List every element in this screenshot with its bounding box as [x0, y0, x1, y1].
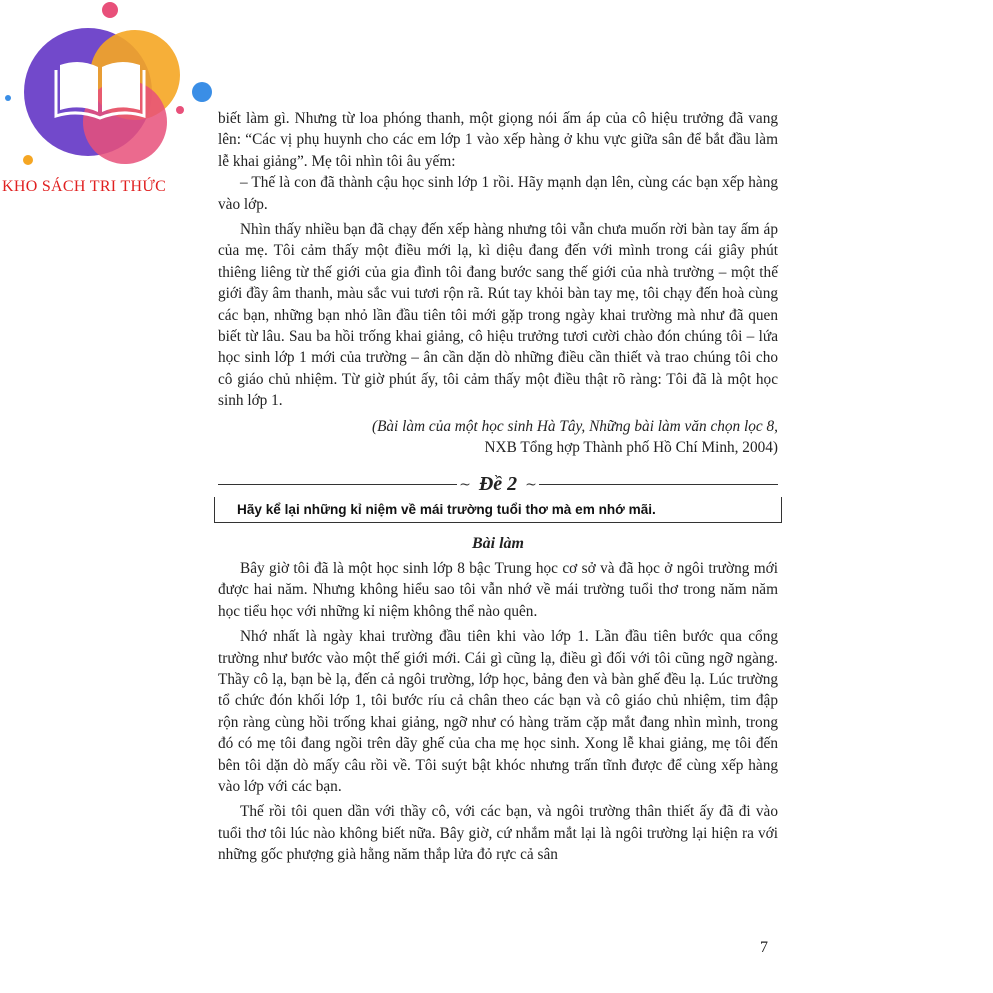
paragraph: – Thế là con đã thành cậu học sinh lớp 1 rồi. Hãy mạnh dạn lên, cùng các bạn xếp hàng vào lớp. [218, 174, 778, 213]
paragraph: Bây giờ tôi đã là một học sinh lớp 8 bậc Trung học cơ sở và đã học ở ngôi trường mới được hai năm. Nhưng không hiểu sao tôi vẫn nhớ về mái trường tuổi thơ trong năm năm học tiểu học với những kỉ niệm không thể nào quên. [218, 559, 778, 620]
divider [218, 484, 457, 485]
ornament-right-icon: ~ [525, 476, 537, 493]
section-title: Đề 2 [478, 473, 518, 495]
task-prompt: Hãy kể lại những kỉ niệm về mái trường tuổi thơ mà em nhớ mãi. [214, 497, 782, 523]
ornament-left-icon: ~ [459, 476, 471, 493]
paragraph: Nhìn thấy nhiều bạn đã chạy đến xếp hàng nhưng tôi vẫn chưa muốn rời bàn tay ấm áp của mẹ. Tôi cảm thấy một điều mới lạ, kì diệu đang đến với mình trong cái giây phút thiêng liêng từ thế giới của gia đình tôi đang bước sang thế giới của nhà trường – một thế giới đầy âm thanh, màu sắc vui tươi rộn rã. Rút tay khỏi bàn tay mẹ, tôi chạy đến hoà cùng các bạn, những bạn nhỏ lần đầu tiên tôi mới gặp trong ngày khai trường mà như đã quen biết từ lâu. Sau ba hồi trống khai giảng, cô hiệu trưởng tươi cười chào đón chúng tôi – lứa học sinh lớp 1 mới của trường – ân cần dặn dò những điều cần thiết và trao chúng tôi cho cô giáo chủ nhiệm. Từ giờ phút ấy, tôi cảm thấy một điều thật rõ ràng: Tôi đã là một học sinh lớp 1. [218, 221, 778, 410]
paragraph: Nhớ nhất là ngày khai trường đầu tiên khi vào lớp 1. Lần đầu tiên bước qua cổng trường như bước vào một thế giới mới. Cái gì cũng lạ, điều gì đối với tôi cũng ngỡ ngàng. Thầy cô lạ, bạn bè lạ, đến cả ngôi trường, lớp học, bảng đen và bàn ghế đều lạ. Lúc trường tổ chức đón khối lớp 1, tôi bước ríu cả chân theo các bạn và cô giáo chủ nhiệm, tim đập rộn ràng cùng hồi trống khai giảng, ngỡ như có hàng trăm cặp mắt đang nhìn mình, trong đó có mẹ tôi đang ngồi trên dãy ghế của cha mẹ học sinh. Xong lễ khai giảng, mẹ tôi đến bên tôi dặn dò mấy câu rồi về. Tôi suýt bật khóc nhưng trấn tĩnh được để cùng xếp hàng vào lớp với các bạn. [218, 628, 778, 795]
page-number: 7 [760, 939, 768, 956]
paragraph: biết làm gì. Nhưng từ loa phóng thanh, một giọng nói ấm áp của cô hiệu trưởng đã vang lên: “Các vị phụ huynh cho các em lớp 1 vào xếp hàng ở khu vực giữa sân để bắt đầu làm lễ khai giảng”. Mẹ tôi nhìn tôi âu yếm: [218, 110, 778, 170]
book-page [218, 108, 778, 968]
store-name: KHO SÁCH TRI THỨC [2, 178, 167, 195]
divider [539, 484, 778, 485]
section-heading [218, 473, 778, 497]
open-book-icon [0, 0, 230, 180]
citation-line: (Bài làm của một học sinh Hà Tây, Những bài làm văn chọn lọc 8, [371, 417, 778, 435]
citation-line: NXB Tổng hợp Thành phố Hồ Chí Minh, 2004) [484, 439, 778, 457]
store-logo [0, 0, 230, 200]
answer-title: Bài làm [471, 534, 524, 552]
paragraph: Thế rồi tôi quen dần với thầy cô, với các bạn, và ngôi trường thân thiết ấy đã đi vào tuổi thơ tôi lúc nào không biết nữa. Bây giờ, cứ nhắm mắt lại là ngôi trường lại hiện ra với những gốc phượng già hằng năm thắp lửa đỏ rực cả sân [218, 803, 778, 864]
